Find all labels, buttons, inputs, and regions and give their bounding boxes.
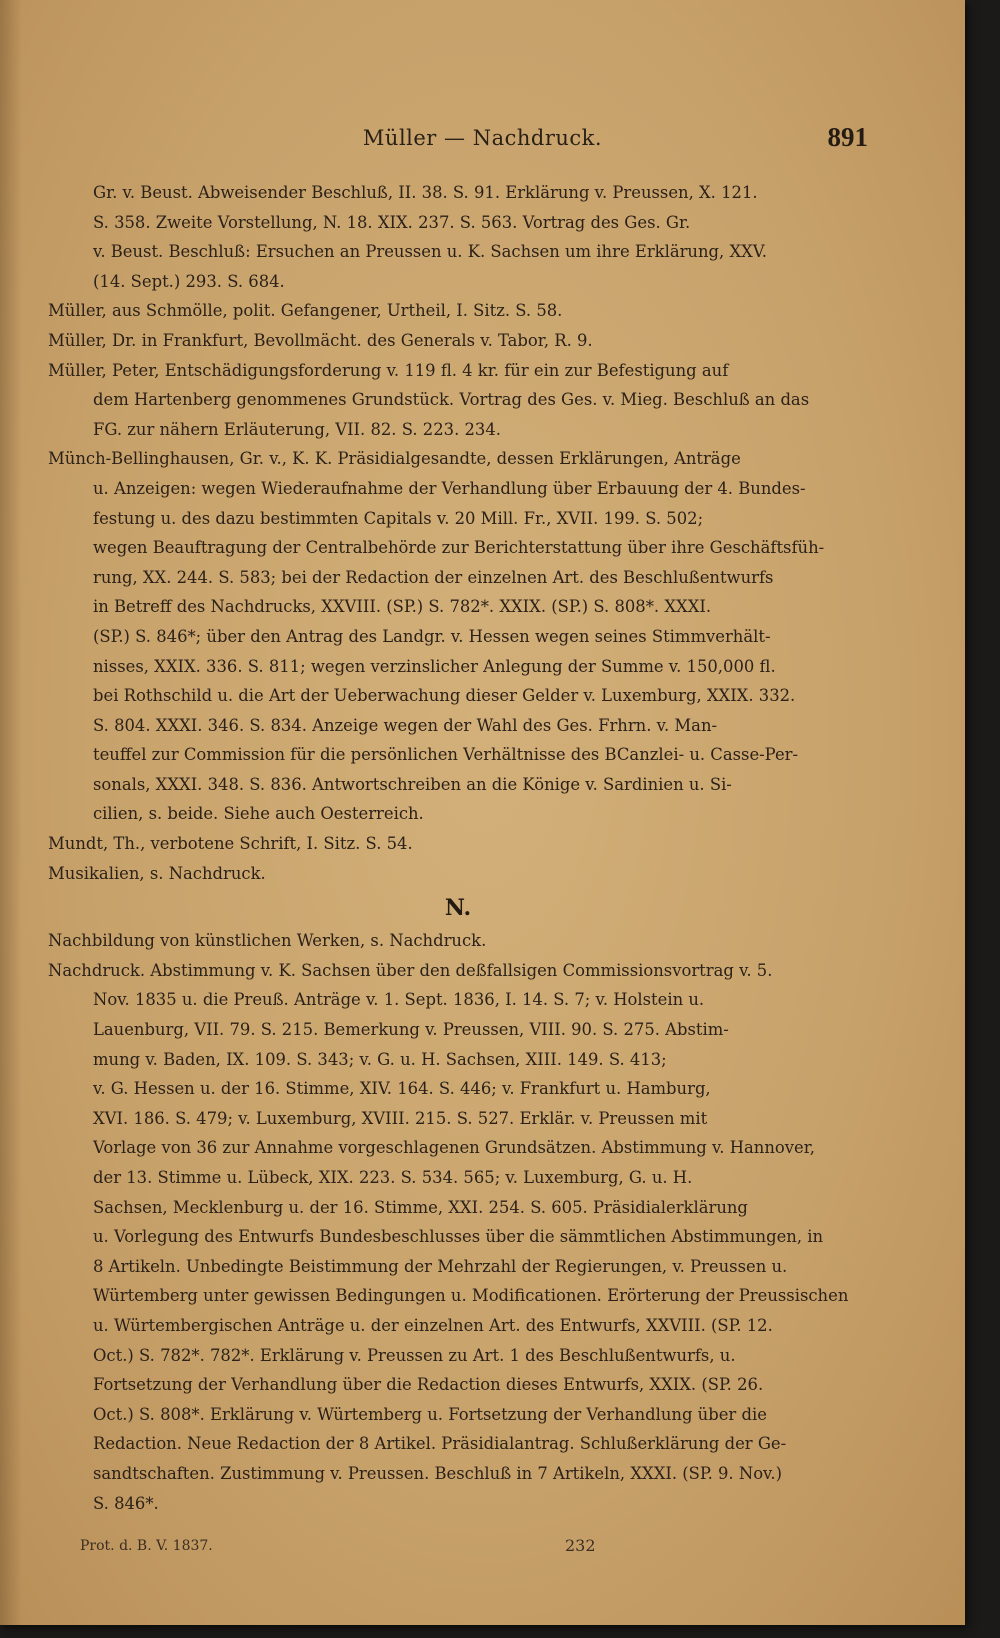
index-entry-line: Mundt, Th., verbotene Schrift, I. Sitz. S. 54. [48, 834, 413, 854]
index-continuation-line: Lauenburg, VII. 79. S. 215. Bemerkung v. Preussen, VIII. 90. S. 275. Abstim- [93, 1020, 729, 1040]
page-number: 891 [827, 122, 868, 152]
index-continuation-line: u. Anzeigen: wegen Wiederaufnahme der Verhandlung über Erbauung der 4. Bundes- [93, 478, 806, 498]
index-continuation-line: u. Würtembergischen Anträge u. der einzelnen Art. des Entwurfs, XXVIII. (SP. 12. [93, 1315, 773, 1335]
index-continuation-line: Oct.) S. 808*. Erklärung v. Würtemberg u. Fortsetzung der Verhandlung über die [93, 1404, 767, 1424]
index-continuation-line: sonals, XXXI. 348. S. 836. Antwortschreiben an die Könige v. Sardinien u. Si- [93, 774, 732, 794]
index-continuation-line: nisses, XXIX. 336. S. 811; wegen verzinslicher Anlegung der Summe v. 150,000 fl. [93, 656, 776, 676]
index-continuation-line: wegen Beauftragung der Centralbehörde zur Berichterstattung über ihre Geschäftsfüh- [93, 538, 825, 558]
index-continuation-line: S. 358. Zweite Vorstellung, N. 18. XIX. 237. S. 563. Vortrag des Ges. Gr. [93, 212, 691, 232]
index-entry-line: Musikalien, s. Nachdruck. [48, 863, 266, 883]
index-continuation-line: in Betreff des Nachdrucks, XXVIII. (SP.) S. 782*. XXIX. (SP.) S. 808*. XXXI. [93, 597, 712, 617]
index-continuation-line: teuffel zur Commission für die persönlichen Verhältnisse des BCanzlei- u. Casse-Per- [93, 745, 799, 765]
index-entry-line: Münch-Bellinghausen, Gr. v., K. K. Präsidialgesandte, dessen Erklärungen, Anträge [48, 449, 741, 469]
page-header [0, 122, 965, 162]
index-continuation-line: S. 804. XXXI. 346. S. 834. Anzeige wegen der Wahl des Ges. Frhrn. v. Man- [93, 715, 718, 735]
index-entry-line: Müller, Dr. in Frankfurt, Bevollmächt. des Generals v. Tabor, R. 9. [48, 330, 593, 350]
index-continuation-line: bei Rothschild u. die Art der Ueberwachung dieser Gelder v. Luxemburg, XXIX. 332. [93, 686, 796, 706]
index-continuation-line: sandtschaften. Zustimmung v. Preussen. Beschluß in 7 Artikeln, XXXI. (SP. 9. Nov.) [93, 1463, 782, 1483]
index-continuation-line: Würtemberg unter gewissen Bedingungen u. Modificationen. Erörterung der Preussischen [93, 1286, 849, 1306]
page-gutter-shadow [0, 0, 22, 1625]
index-continuation-line: u. Vorlegung des Entwurfs Bundesbeschlusses über die sämmtlichen Abstimmungen, in [93, 1227, 824, 1247]
index-continuation-line: XVI. 186. S. 479; v. Luxemburg, XVIII. 215. S. 527. Erklär. v. Preussen mit [93, 1108, 708, 1128]
index-continuation-line: (14. Sept.) 293. S. 684. [93, 271, 285, 291]
index-continuation-line: Fortsetzung der Verhandlung über die Redaction dieses Entwurfs, XXIX. (SP. 26. [93, 1375, 764, 1395]
index-continuation-line: festung u. des dazu bestimmten Capitals v. 20 Mill. Fr., XVII. 199. S. 502; [93, 508, 704, 528]
index-continuation-line: (SP.) S. 846*; über den Antrag des Landgr. v. Hessen wegen seines Stimmverhält- [93, 626, 771, 646]
index-continuation-line: S. 846*. [93, 1493, 159, 1513]
index-entry-line: Müller, aus Schmölle, polit. Gefangener, Urtheil, I. Sitz. S. 58. [48, 301, 563, 321]
index-continuation-line: dem Hartenberg genommenes Grundstück. Vortrag des Ges. v. Mieg. Beschluß an das [93, 390, 810, 410]
index-continuation-line: rung, XX. 244. S. 583; bei der Redaction der einzelnen Art. des Beschlußentwurfs [93, 567, 774, 587]
index-text-body [48, 178, 868, 1518]
page-footer [80, 1538, 900, 1562]
index-entry-line: Nachdruck. Abstimmung v. K. Sachsen über den deßfallsigen Commissionsvortrag v. 5. [48, 960, 773, 980]
footer-signature: Prot. d. B. V. 1837. [80, 1538, 213, 1554]
index-continuation-line: Nov. 1835 u. die Preuß. Anträge v. 1. Sept. 1836, I. 14. S. 7; v. Holstein u. [93, 990, 705, 1010]
index-continuation-line: Sachsen, Mecklenburg u. der 16. Stimme, XXI. 254. S. 605. Präsidialerklärung [93, 1197, 748, 1217]
footer-sheet-number: 232 [565, 1536, 596, 1555]
index-continuation-line: 8 Artikeln. Unbedingte Beistimmung der Mehrzahl der Regierungen, v. Preussen u. [93, 1256, 788, 1276]
index-continuation-line: der 13. Stimme u. Lübeck, XIX. 223. S. 534. 565; v. Luxemburg, G. u. H. [93, 1168, 693, 1187]
index-continuation-line: v. Beust. Beschluß: Ersuchen an Preussen u. K. Sachsen um ihre Erklärung, XXV. [93, 242, 767, 262]
index-continuation-line: FG. zur nähern Erläuterung, VII. 82. S. 223. 234. [93, 419, 501, 439]
index-continuation-line: Redaction. Neue Redaction der 8 Artikel. Präsidialantrag. Schlußerklärung der Ge- [93, 1434, 787, 1454]
index-continuation-line: Oct.) S. 782*. 782*. Erklärung v. Preussen zu Art. 1 des Beschlußentwurfs, u. [93, 1345, 736, 1365]
index-entry-line: Müller, Peter, Entschädigungsforderung v. 119 fl. 4 kr. für ein zur Befestigung auf [48, 360, 729, 380]
index-continuation-line: cilien, s. beide. Siehe auch Oesterreich. [93, 804, 424, 824]
index-entry-line: Nachbildung von künstlichen Werken, s. Nachdruck. [48, 931, 487, 951]
section-heading: N. [444, 895, 472, 922]
index-continuation-line: v. G. Hessen u. der 16. Stimme, XIV. 164. S. 446; v. Frankfurt u. Hamburg, [93, 1079, 711, 1099]
index-continuation-line: mung v. Baden, IX. 109. S. 343; v. G. u. H. Sachsen, XIII. 149. S. 413; [93, 1049, 667, 1069]
index-continuation-line: Gr. v. Beust. Abweisender Beschluß, II. 38. S. 91. Erklärung v. Preussen, X. 121. [93, 183, 758, 202]
index-continuation-line: Vorlage von 36 zur Annahme vorgeschlagenen Grundsätzen. Abstimmung v. Hannover, [93, 1138, 815, 1158]
running-head: Müller — Nachdruck. [362, 126, 603, 150]
